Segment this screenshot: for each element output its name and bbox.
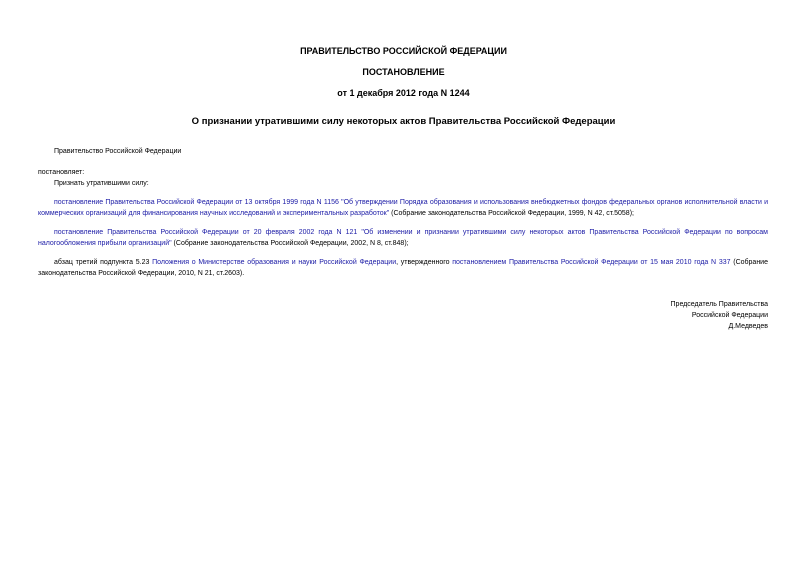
item1-source: (Собрание законодательства Российской Федерации, 1999, N 42, ст.5058); (389, 210, 634, 217)
item2-source: (Собрание законодательства Российской Федерации, 2002, N 8, ст.848); (171, 240, 409, 247)
link-resolution-337[interactable]: постановлением Правительства Российской Федерации от 15 мая 2010 года N 337 (452, 259, 731, 266)
signature-position-1: Председатель Правительства (670, 301, 768, 308)
repealed-item-3 (38, 257, 768, 279)
document-type: ПОСТАНОВЛЕНИЕ (362, 67, 445, 77)
link-resolution-121[interactable]: постановление Правительства Российской Федерации от 20 февраля 2002 года N 121 "Об изменении и признании утратившими силу некоторых актов Правительства Российской Федерации по вопросам налогообложения прибыли организаций" (38, 229, 768, 247)
link-resolution-1156[interactable]: постановление Правительства Российской Федерации от 13 октября 1999 года N 1156 "Об утверждении Порядка образования и использования внебюджетных фондов федеральных органов исполнительной власти и коммерческих организаций для финансирования научных исследований и экспериментальных разработок" (38, 199, 768, 217)
repealed-item-1 (38, 197, 768, 219)
document-date-number: от 1 декабря 2012 года N 1244 (337, 88, 470, 98)
intro-line: Признать утратившими силу: (54, 180, 149, 187)
item3-source: (Собрание законодательства Российской Федерации, 2010, N 21, ст.2603). (38, 259, 768, 277)
repealed-item-2 (38, 227, 768, 249)
signature-name: Д.Медведев (728, 323, 768, 330)
decides-line: постановляет: (38, 169, 85, 176)
signature-position-2: Российской Федерации (691, 312, 768, 319)
document-title: О признании утратившими силу некоторых актов Правительства Российской Федерации (191, 116, 616, 127)
issuing-authority: ПРАВИТЕЛЬСТВО РОССИЙСКОЙ ФЕДЕРАЦИИ (300, 46, 507, 56)
link-ministry-regulation[interactable]: Положения о Министерстве образования и науки Российской Федерации (152, 259, 397, 266)
item3-prefix: абзац третий подпункта 5.23 (54, 259, 153, 266)
government-line: Правительство Российской Федерации (54, 148, 182, 155)
item3-middle: , утвержденного (396, 259, 453, 266)
